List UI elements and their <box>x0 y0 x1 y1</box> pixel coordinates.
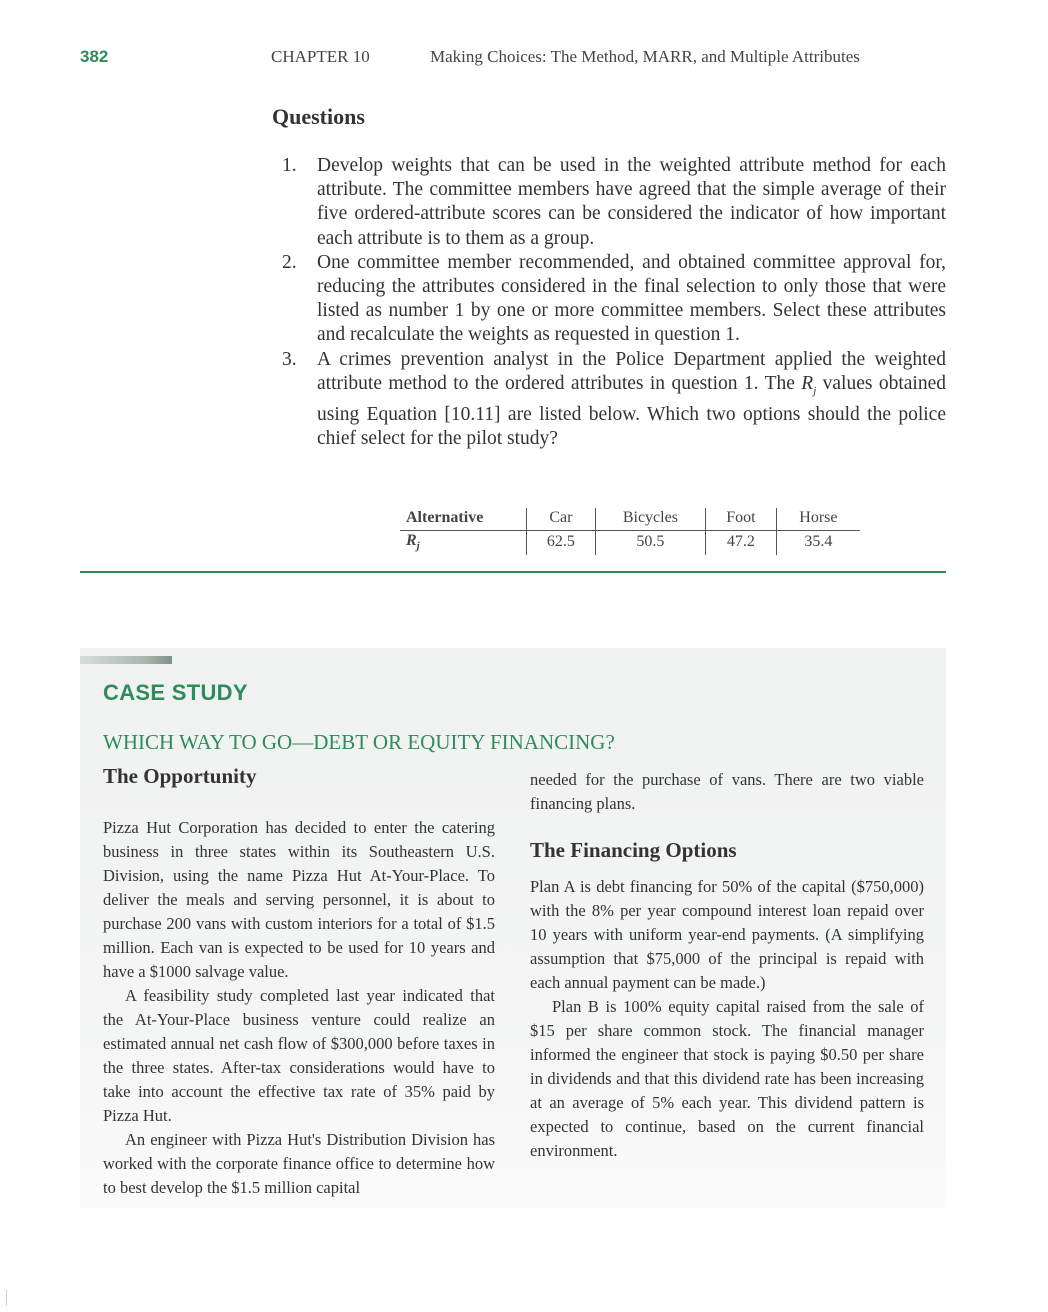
table-cell: 35.4 <box>776 531 860 556</box>
running-title: Making Choices: The Method, MARR, and Multiple Attributes <box>430 47 860 66</box>
table-cell: 62.5 <box>527 531 596 556</box>
table-cell: 50.5 <box>595 531 705 556</box>
table-row <box>400 531 860 556</box>
table-column-header: Bicycles <box>595 508 705 531</box>
question-text-before: A crimes prevention analyst in the Police Department applied the weighted attribute method to the ordered attributes in question 1. The <box>317 348 946 394</box>
case-study-tab-mark <box>80 656 172 664</box>
table-column-header: Car <box>527 508 596 531</box>
table-cell: 47.2 <box>705 531 776 556</box>
case-study-right-column <box>530 768 924 1163</box>
question-number: 3. <box>282 348 297 370</box>
opportunity-paragraph: An engineer with Pizza Hut's Distribution Division has worked with the corporate finance office to determine how to best develop the $1.5 million capital <box>103 1130 495 1197</box>
table-row-label: $R_j$ <box>406 532 420 553</box>
chapter-label: CHAPTER 10 <box>271 47 370 66</box>
opportunity-paragraph: A feasibility study completed last year indicated that the At-Your-Place business venture could realize an estimated annual net cash flow of $300,000 before taxes in the three states. After-tax considerations would have to take into account the effective tax rate of 35% paid by Pizza Hut. <box>103 986 495 1125</box>
table-column-header: Horse <box>776 508 860 531</box>
case-study-title: WHICH WAY TO GO—DEBT OR EQUITY FINANCING? <box>103 730 615 754</box>
question-number: 1. <box>282 155 297 176</box>
table-header-label: Alternative <box>400 508 527 531</box>
table-column-header: Foot <box>705 508 776 531</box>
margin-mark <box>6 1290 7 1306</box>
financing-paragraph: Plan B is 100% equity capital raised from the sale of $15 per share common stock. The financial manager informed the engineer that stock is paying $0.50 per share in dividends and that this dividend rate has been increasing at an average of 5% each year. This dividend pattern is expected to continue, based on the current financial environment. <box>530 997 924 1160</box>
opportunity-heading: The Opportunity <box>103 764 257 788</box>
continuation-paragraph: needed for the purchase of vans. There are two viable financing plans. <box>530 770 924 813</box>
case-study-left-column <box>103 764 495 1200</box>
page-number: 382 <box>80 47 109 66</box>
question-item <box>272 251 946 348</box>
questions-heading: Questions <box>272 104 365 129</box>
question-text-after: values obtained using Equation [10.11] are listed below. Which two options should the police chief select for the pilot study? <box>317 372 947 450</box>
case-study-label: CASE STUDY <box>103 680 248 705</box>
question-item <box>272 348 946 452</box>
questions-list <box>272 154 946 451</box>
section-divider <box>80 571 946 573</box>
financing-paragraph: Plan A is debt financing for 50% of the capital ($750,000) with the 8% per year compound interest loan repaid over 10 years with uniform year-end payments. (A simplifying assumption that $75,000 of the principal is repaid with each annual payment can be made.) <box>530 877 924 992</box>
rj-variable: $R_j$ <box>801 372 817 397</box>
question-text: One committee member recommended, and obtained committee approval for, reducing the attributes considered in the final selection to only those that were listed as number 1 by one or more committee members. Select these attributes and recalculate the weights as requested in question 1. <box>317 251 946 346</box>
question-text: Develop weights that can be used in the weighted attribute method for each attribute. The committee members have agreed that the simple average of their five ordered-attribute scores can be considered the indicator of how important each attribute is to them as a group. <box>317 155 946 249</box>
financing-heading: The Financing Options <box>530 838 737 862</box>
question-item <box>272 154 946 251</box>
question-number: 2. <box>282 251 297 273</box>
opportunity-paragraph: Pizza Hut Corporation has decided to enter the catering business in three states within its Southeastern U.S. Division, using the name Pizza Hut At-Your-Place. To deliver the meals and serving personnel, it is about to purchase 200 vans with custom interiors for a total of $1.5 million. Each van is expected to be used for 10 years and have a $1000 salvage value. <box>103 818 495 981</box>
rj-values-table <box>400 508 860 555</box>
table-header-row <box>400 508 860 531</box>
